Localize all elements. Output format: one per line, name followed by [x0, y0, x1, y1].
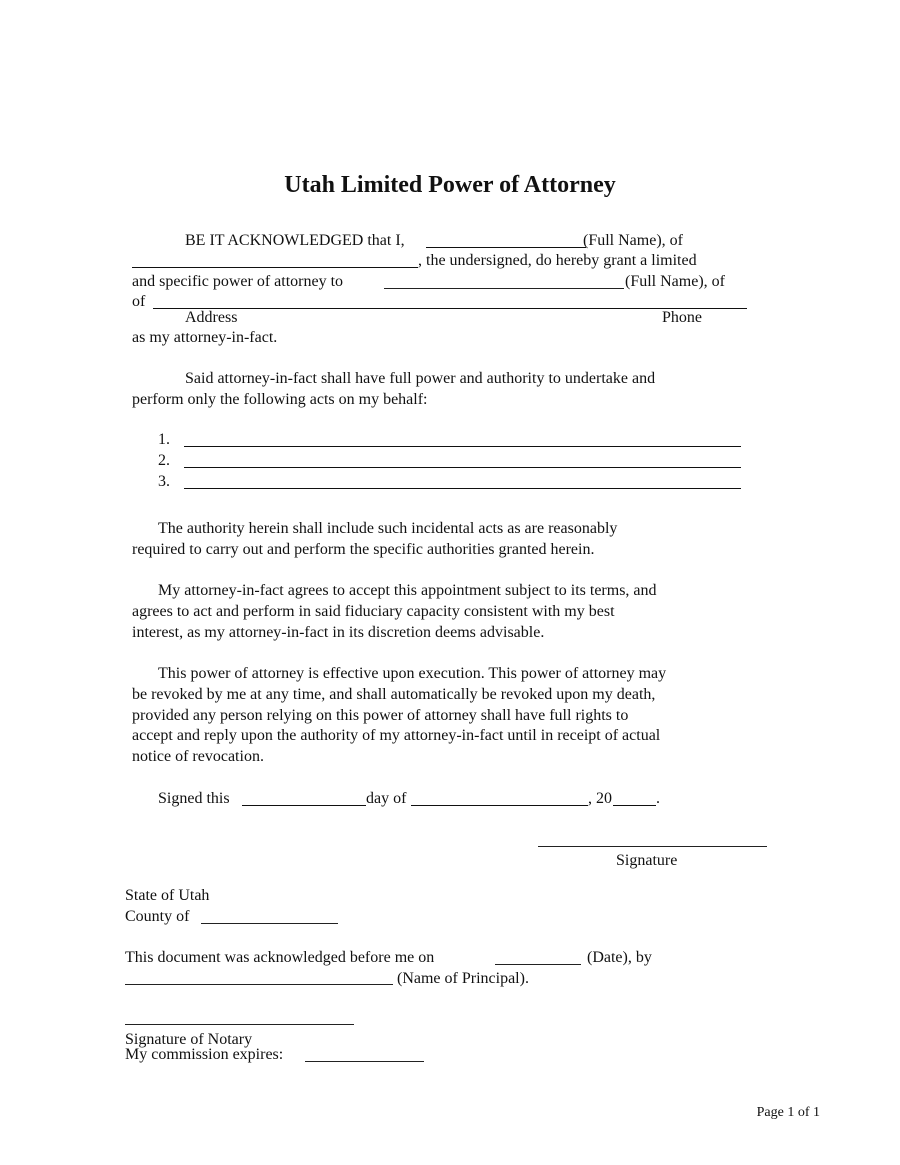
paragraph-line: notice of revocation. [132, 748, 264, 765]
paragraph-line: interest, as my attorney-in-fact in its discretion deems advisable. [132, 624, 545, 641]
paragraph-line: The authority herein shall include such incidental acts as are reasonably [158, 520, 618, 537]
paragraph-line: accept and reply upon the authority of my attorney-in-fact until in receipt of actual [132, 727, 661, 744]
commission-label: My commission expires: [125, 1046, 284, 1063]
intro-acknowledged: BE IT ACKNOWLEDGED that I, [185, 232, 405, 249]
document-title: Utah Limited Power of Attorney [284, 172, 616, 198]
power-item-number: 2. [158, 452, 170, 469]
commission-blank[interactable] [305, 1061, 424, 1062]
full-name-label: (Full Name), of [583, 232, 683, 249]
signed-month-blank[interactable] [411, 805, 588, 806]
notary-signature-label: Signature of Notary [125, 1031, 253, 1048]
period-text: . [656, 790, 660, 807]
address-label: Address [185, 309, 238, 326]
county-label: County of [125, 908, 190, 925]
powers-line-1: Said attorney-in-fact shall have full power and authority to undertake and [185, 370, 656, 387]
notary-signature-blank[interactable] [125, 1024, 354, 1025]
paragraph-line: My attorney-in-fact agrees to accept this appointment subject to its terms, and [158, 582, 657, 599]
phone-label: Phone [662, 309, 702, 326]
specific-power-text: and specific power of attorney to [132, 273, 344, 290]
paragraph-line: provided any person relying on this power of attorney shall have full rights to [132, 707, 629, 724]
attorney-in-fact-text: as my attorney-in-fact. [132, 329, 278, 346]
year-prefix-text: , 20 [588, 790, 612, 807]
grant-text: , the undersigned, do hereby grant a limited [418, 252, 697, 269]
page-number: Page 1 of 1 [756, 1105, 820, 1120]
county-blank[interactable] [201, 923, 338, 924]
day-of-text: day of [366, 790, 407, 807]
signature-blank[interactable] [538, 846, 767, 847]
signature-label: Signature [616, 852, 678, 869]
full-name-blank[interactable] [426, 247, 586, 248]
date-label: (Date), by [587, 949, 652, 966]
acknowledged-text: This document was acknowledged before me on [125, 949, 435, 966]
power-item-blank[interactable] [184, 446, 741, 447]
signed-year-blank[interactable] [613, 805, 656, 806]
attorney-full-name-label: (Full Name), of [625, 273, 725, 290]
ack-date-blank[interactable] [495, 964, 581, 965]
signed-this-text: Signed this [158, 790, 230, 807]
attorney-name-blank[interactable] [384, 288, 624, 289]
state-label: State of Utah [125, 887, 210, 904]
power-item-number: 3. [158, 473, 170, 490]
signed-day-blank[interactable] [242, 805, 366, 806]
of-text: of [132, 293, 146, 310]
principal-name-blank[interactable] [125, 984, 393, 985]
powers-line-2: perform only the following acts on my behalf: [132, 391, 428, 408]
power-item-blank[interactable] [184, 467, 741, 468]
principal-address-blank[interactable] [132, 267, 418, 268]
paragraph-line: required to carry out and perform the specific authorities granted herein. [132, 541, 595, 558]
principal-label: (Name of Principal). [397, 970, 529, 987]
paragraph-line: This power of attorney is effective upon execution. This power of attorney may [158, 665, 667, 682]
attorney-address-phone-blank[interactable] [153, 308, 747, 309]
power-item-number: 1. [158, 431, 170, 448]
power-item-blank[interactable] [184, 488, 741, 489]
paragraph-line: agrees to act and perform in said fiduciary capacity consistent with my best [132, 603, 615, 620]
paragraph-line: be revoked by me at any time, and shall automatically be revoked upon my death, [132, 686, 656, 703]
